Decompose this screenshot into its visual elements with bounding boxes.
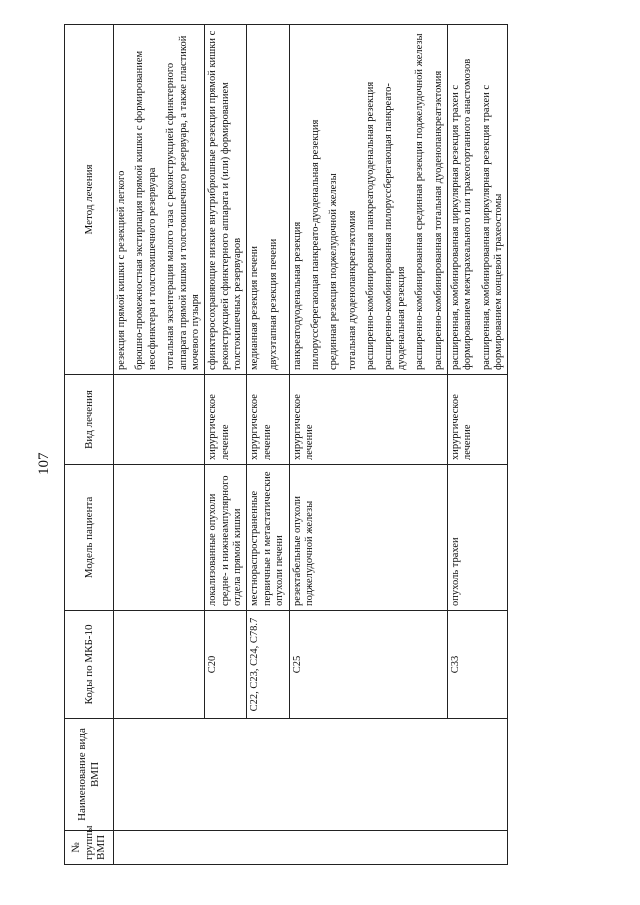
header-name: Наименование вида ВМП (65, 719, 114, 831)
method-cell (114, 25, 205, 375)
method-cell (247, 25, 289, 375)
method-item: медианная резекция печени (249, 246, 261, 370)
codes-cell (114, 611, 205, 719)
treatment-table (64, 24, 508, 865)
model-cell: опухоль трахеи (447, 465, 508, 611)
method-item: расширенно-комбинированная тотальная дуоденопанкреатэктомия (432, 70, 444, 370)
method-item: расширенная, комбинированная циркулярная резекция трахеи с формированием концевой трахеостомы (480, 84, 504, 370)
model-cell: местнораспространенные первичные и метастатические опухоли печени (247, 465, 289, 611)
method-item: сфинктеросохраняющие низкие внутрибрюшные резекции прямой кишки с реконструкцией сфинктерного аппарата и (или) формированием толстокишечных резервуаров (207, 30, 243, 370)
treatment-cell: хирургическое лечение (205, 375, 247, 465)
method-item: резекция прямой кишки с резекцией легкого (116, 170, 127, 370)
treatment-cell: хирургическое лечение (247, 375, 289, 465)
method-cell (289, 25, 447, 375)
method-item: расширенно-комбинированная пилоруссберегающая панкреато-дуоденальная резекция (383, 83, 407, 370)
header-row (65, 25, 114, 865)
method-item: пилоруссберегающая панкреато-дуоденальная резекция (309, 119, 321, 370)
codes-cell: C20 (205, 611, 247, 719)
model-cell: резектабельные опухоли поджелудочной железы (289, 465, 447, 611)
method-item: расширенная, комбинированная циркулярная резекция трахеи с формированием межтрахеального или трахеогортанного анастомозов (449, 58, 474, 370)
page-number: 107 (36, 452, 52, 475)
method-item: срединная резекция поджелудочной железы (328, 173, 340, 370)
name-cell (114, 719, 508, 831)
codes-cell: C25 (289, 611, 447, 719)
header-model: Модель пациента (65, 465, 114, 611)
header-group: № группы ВМП (65, 831, 114, 865)
method-item: панкреатодуоденальная резекция (291, 221, 303, 370)
header-codes: Коды по МКБ-10 (65, 611, 114, 719)
table-row (114, 25, 205, 865)
treatment-cell: хирургическое лечение (447, 375, 508, 465)
model-cell (114, 465, 205, 611)
method-item: тотальная дуоденопанкреатэктомия (346, 210, 358, 370)
treatment-cell: хирургическое лечение (289, 375, 447, 465)
method-item: расширенно-комбинированная панкреатодуоденальная резекция (365, 81, 376, 370)
codes-cell: C22, C23, C24, C78.7 (247, 611, 289, 719)
method-item: тотальная экзентерация малого таза с реконструкцией сфинктерного аппарата прямой кишки и толстокишечного резервуара, а также пластикой мочевого пузыря (165, 35, 201, 370)
method-cell (447, 25, 508, 375)
treatment-cell (114, 375, 205, 465)
method-item: расширенно-комбинированная срединная резекция поджелудочной железы (414, 33, 426, 370)
codes-cell: C33 (447, 611, 508, 719)
method-cell (205, 25, 247, 375)
header-treatment-type: Вид лечения (65, 375, 114, 465)
method-item: брюшно-промежностная экстирпация прямой кишки с формированием неосфинктера и толстокишечного резервуара (134, 50, 158, 370)
header-method: Метод лечения (65, 25, 114, 375)
group-cell (114, 831, 508, 865)
method-item: двухэтапная резекция печени (267, 238, 279, 370)
model-cell: локализованные опухоли средне- и нижнеампулярного отдела прямой кишки (205, 465, 247, 611)
